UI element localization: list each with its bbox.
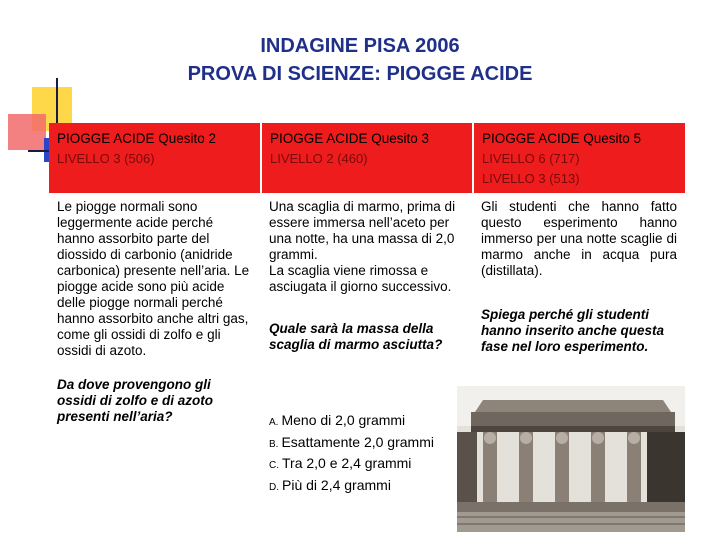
title-line-1: INDAGINE PISA 2006	[260, 35, 460, 57]
header-row	[49, 123, 685, 193]
option-c: C. Tra 2,0 e 2,4 grammi	[269, 455, 412, 471]
header-q3-title: PIOGGE ACIDE Quesito 3	[270, 131, 430, 146]
q5-content	[473, 193, 685, 389]
decor-red-square	[8, 114, 46, 150]
header-q5-title: PIOGGE ACIDE Quesito 5	[482, 131, 642, 146]
q3-text-1: Una scaglia di marmo, prima di essere immersa nell’aceto per una notte, ha una massa di 2,0 grammi.	[269, 199, 456, 262]
header-q5-level-2: LIVELLO 3 (513)	[482, 171, 580, 186]
q3-content	[261, 193, 473, 389]
caryatids-photo	[457, 386, 685, 532]
q5-text: Gli studenti che hanno fatto questo esperimento hanno immerso per una notte scaglie di marmo anche in acqua pura (distillata).	[481, 199, 677, 278]
title-line-2: PROVA DI SCIENZE: PIOGGE ACIDE	[187, 63, 533, 85]
q5-question: Spiega perché gli studenti hanno inserito anche questa fase nel loro esperimento.	[481, 307, 665, 354]
header-cell-q2	[49, 123, 261, 193]
q3-text-2: La scaglia viene rimossa e asciugata il giorno successivo.	[269, 263, 452, 294]
header-q3-level: LIVELLO 2 (460)	[270, 151, 368, 166]
q3-options	[261, 389, 473, 497]
q3-question: Quale sarà la massa della scaglia di marmo asciutta?	[269, 321, 443, 352]
q2-text: Le piogge normali sono leggermente acide perché hanno assorbito parte del diossido di carbonio (anidride carbonica) presente nell’aria. Le piogge acide sono più acide delle piogge normali perché hanno assorbito anche altri gas, come gli ossidi di zolfo e gli ossidi di azoto.	[57, 199, 250, 358]
q2-question: Da dove provengono gli ossidi di zolfo e di azoto presenti nell’aria?	[57, 377, 214, 424]
option-d: D. Più di 2,4 grammi	[269, 476, 391, 493]
header-cell-q5	[473, 123, 685, 193]
q2-content	[49, 193, 261, 497]
header-cell-q3	[261, 123, 473, 193]
header-q2-level: LIVELLO 3 (506)	[57, 151, 155, 166]
content-row	[49, 193, 685, 389]
option-a: A. Meno di 2,0 grammi	[269, 412, 406, 428]
temple-illustration	[457, 386, 685, 532]
slide-title	[0, 32, 720, 88]
header-q2-title: PIOGGE ACIDE Quesito 2	[57, 131, 217, 146]
header-q5-level-1: LIVELLO 6 (717)	[482, 151, 580, 166]
option-b: B. Esattamente 2,0 grammi	[269, 433, 434, 450]
